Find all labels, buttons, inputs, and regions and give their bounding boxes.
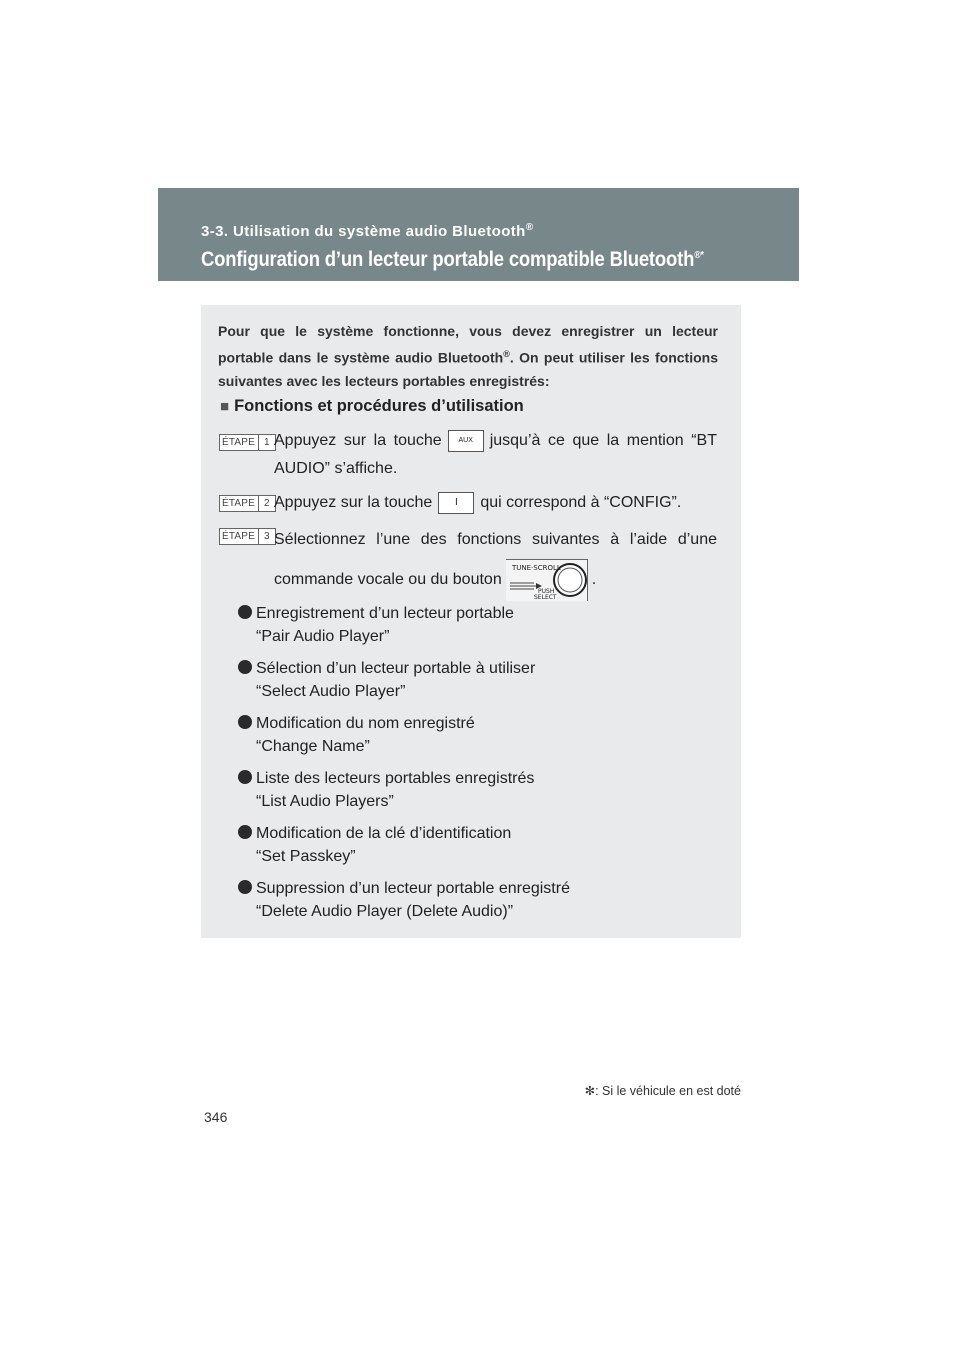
intro-paragraph: Pour que le système fonctionne, vous devez enregistrer un lecteur portable dans le système audio Bluetooth®. On peut utiliser les fonctions suivantes avec les lecteurs portables enregistrés: <box>218 323 718 389</box>
bullet-icon <box>238 660 252 674</box>
footnote: ✻: Si le véhicule en est doté <box>584 1084 741 1098</box>
step-badge-2: ÉTAPE 2 <box>219 495 276 512</box>
bullet-icon <box>238 825 252 839</box>
step-1-text: Appuyez sur la touche AUX jusqu’à ce que la mention “BT AUDIO” s’affiche. <box>274 427 717 483</box>
bullet-icon <box>238 770 252 784</box>
content-box: Pour que le système fonctionne, vous devez enregistrer un lecteur portable dans le système audio Bluetooth®. On peut utiliser les fonctions suivantes avec les lecteurs portables enregistrés: ■ Fonctions et procédures d’utilisation ÉTAPE 1 Appuyez sur la touche AUX jusqu’à ce que la mention “BT AUDIO” s’affiche. ÉTAPE 2 Appuyez sur la touche I qui correspond à “CONFIG”. ÉTAPE 3 Sélectionnez l’une des fonctions suivantes à l’aide d’une commande vocale ou du bouton TUNE·SCROLL PUSH SELECT . Enregistrement d’un lecteur portable “Pair Audio Player” Sélection d’un lecteur portable à utiliser “Select Audio Player” Modification du nom enregistré “Change Name” Liste des lecteurs portables enregistrés “List Audio Players” Modification de la clé d’identification “Set Passkey” Suppression d’un lecteur portable enregistré “Delete Audio Player (Delete Audio)” <box>201 305 741 938</box>
section-subheading: ■ Fonctions et procédures d’utilisation <box>220 397 524 415</box>
page-title: Configuration d’un lecteur portable compatible Bluetooth®* <box>201 248 704 271</box>
tune-scroll-knob-icon <box>506 559 588 601</box>
page-number: 346 <box>204 1109 228 1125</box>
step-badge-1: ÉTAPE 1 <box>219 434 276 451</box>
section-header <box>158 188 799 281</box>
bullet-icon <box>238 715 252 729</box>
square-bullet-icon: ■ <box>220 398 230 415</box>
preset-button-icon: I <box>438 492 474 514</box>
aux-button-icon: AUX <box>448 430 484 452</box>
bullet-icon <box>238 880 252 894</box>
step-badge-3: ÉTAPE 3 <box>219 528 276 545</box>
knob-top-label: TUNE·SCROLL <box>511 564 561 572</box>
step-2-text: Appuyez sur la touche I qui correspond à “CONFIG”. <box>274 489 717 517</box>
step-3-text: Sélectionnez l’une des fonctions suivantes à l’aide d’une commande vocale ou du bouton TUNE·SCROLL PUSH SELECT . <box>274 531 717 601</box>
knob-push-label: PUSH <box>537 588 555 595</box>
knob-select-label: SELECT <box>533 594 557 601</box>
section-label: 3-3. Utilisation du système audio Bluetooth® <box>201 222 534 240</box>
asterisk-icon: ✻ <box>584 1084 596 1098</box>
bullet-icon <box>238 605 252 619</box>
